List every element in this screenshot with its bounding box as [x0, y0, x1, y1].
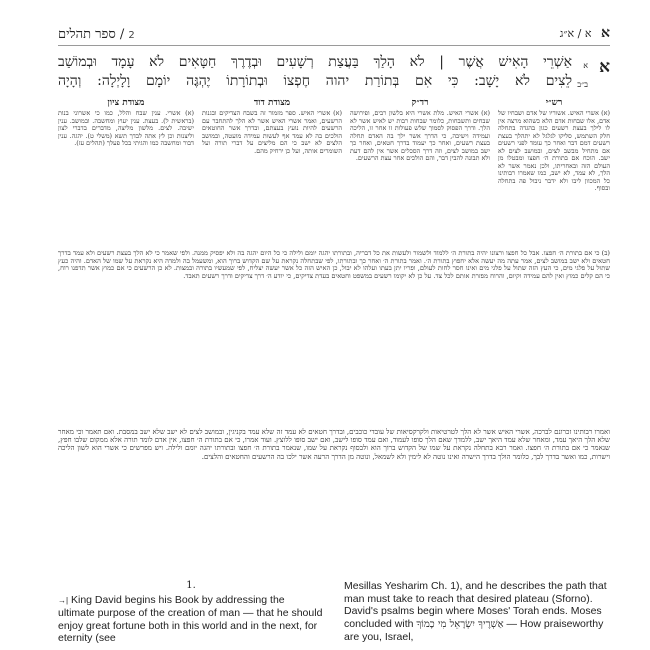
chapter-letter: א — [601, 25, 610, 41]
verse-text-line: אַשְׁרֵי הָאִישׁ אֲשֶׁר | לֹא הָלַךְ בַּעֲצַת רְשָׁעִים וּבְדֶרֶךְ חַטָּאִים לֹא עָמָד וּבְמוֹשַׁב — [58, 54, 572, 70]
verse-number: א — [599, 57, 610, 77]
hebrew-quote: אַשְׁרֶיךָ יִשְׂרָאֵל מִי כָמוֹךָ — [416, 618, 504, 630]
english-paragraph — [344, 580, 610, 644]
book-title: ספר תהלים — [58, 27, 116, 42]
column-body: (א) אשרי האיש. ספר מזמור זה בשבח הצדיקים ובגנות הרשעים, ואמר אשרי האיש אשר לא הלך להתחבר עם הרשעים להיות נועץ בעצתם, ובדרך אשר החוטאים הולכים בה לא עמד אף לעשות עמידה מועטה, ובמושב הלצים לא ישב כי הם מליצים על דברי תורה ועל השומרים אותה, ועל כן ירחיק מהם. — [202, 109, 342, 155]
verse-block — [58, 53, 610, 91]
verse-margin-note: ב״ב — [577, 80, 588, 89]
verse-text-line: לֵצִים לֹא יָשָׁב: כִּי אִם בְּתוֹרַת יהוה חֶפְצוֹ וּבְתוֹרָתוֹ יֶהְגֶּה יוֹמָם וָלָיְלָה: וְהָיָה — [58, 73, 572, 89]
english-commentary — [58, 580, 610, 644]
note-number: 1. — [186, 580, 196, 591]
running-title: 2 / ספר תהלים — [58, 27, 135, 42]
chapter-verse-ref: א / א״ג — [559, 27, 592, 40]
page-number: 2 — [128, 30, 135, 41]
column-body: (א) אשרי האיש. אשוריו של אדם ושבחיו של אדם, אלו שבחות אדם הלא כשהוא מרצה אין לו לילך בעצת רשעים כגון בהגדה בתחלה חלק השתמש, סליקו לגלגל לא יתהלך בעצת רשעים דמם דבר ואחר כך עומד לפני רשעים אם מתחיל מבשב לצים, ובמושב לצים לא ישב. הוכח אם בתורת ה׳ חפצו ומבטלו מן העולם הזה ובאחריתו, ולכן נאמר אשר לא הלך, לא עמד, לא ישב, כמו שאמרו רבותינו כל המכוון ליבו ולא ידבר ניבול פה בתחלה ובסוף. — [498, 109, 610, 192]
english-text: Mesillas Yesharim Ch. 1), and he describes the path that man must take to reach that desired plateau (Sforno). David's psalms begin where Moses' Torah ends. Moses concluded with — [344, 580, 607, 630]
column-title: רש״י — [545, 98, 563, 108]
verse-margin-note: א — [583, 61, 588, 70]
metzudas-david-column — [202, 97, 342, 247]
arrow-icon: →| — [58, 595, 69, 605]
lower-commentary: (ב) כי אם בתורת ה׳ חפצו. אבל כל חפצו ורצונו יהיה בתורת ה׳ ללמוד ולשמור ולעשות את כל דבריה, ובתורתו יהגה יומם ולילה כי כל היום יהגה בה ולא יפסיק ממנה. ולפי שאמר כי לא הלך בעצת רשעים ולא עמד בדרך חטאים ולא ישב במושב לצים, אמר עתה מה יעשה אלא יחפוץ בתורת ה׳. ואמר בתורת ה׳ ואחר כך ובתורתו, לפי שבתחלה נקראת על שם הקדוש ברוך הוא, ומשעמל בה ולמדה היא נקראת על שמו של האדם. והיה כעץ שתול על פלגי מים, כי העץ הזה שתול על פלגי מים ואינו חסר לחות לעולם, ופריו יתן בעתו ועלהו לא יבול, כן האיש הזה כל אשר יעשה יצליח, לפי שמעשיו בתורה ובמצות. לא כן הרשעים כי אם כמוץ אשר תדפנו רוח, כי הם קלים כמוץ ואין להם עמידה וקיום, והרוח מפזרת אותם לכל צד. על כן לא יקומו רשעים במשפט וחטאים בעדת צדיקים, כי יודע ה׳ דרך צדיקים ודרך רשעים תאבד. — [58, 250, 610, 280]
column-title: מצודת דוד — [253, 98, 291, 108]
metzudas-zion-column — [58, 97, 194, 247]
column-title: מצודת ציון — [107, 98, 145, 108]
page-header — [58, 24, 610, 46]
english-paragraph — [58, 594, 324, 645]
english-text: — How praiseworthy are you, Israel, — [344, 617, 604, 643]
radak-column — [350, 97, 490, 247]
column-body: (א) אשרי. ענין שבח והלל, כמו כי אשרוני בנות (בראשית ל). בעצת. ענין יעוץ ומחשבה. ובמושב. ענין ישיבה. לצים. מלשון מליצה, מדברים בדברי לצון וליצנות וכן לץ אתה לבדך תשא (משלי ט). יהגה. ענין דבור ומחשבה כמו והגיתי בכל פעלך (תהלים עז). — [58, 109, 194, 147]
rashi-column — [498, 97, 610, 247]
column-body: (א) אשרי האיש. מלת אשרי היא בלשון רבים, ופירושה שבחים ותשבחות, כלומר שבחות רבות יש לאיש אשר לא הלך. ודרך הפסוק לסמוך שלש פעולות זו אחר זו, הליכה ועמידה וישיבה, כי הדרך אשר ילך בה האדם תחלה בעצת רשעים, ואחר כך יעמוד בדרך חטאים, ואחר כך ישב במושב לצים, וזה דרך הסכלים אשר אין להם דעת ולא תבונה להבין דבר, והם הולכים אחר עצת הרשעים. — [350, 109, 490, 162]
english-text: King David begins his Book by addressing the ultimate purpose of the creation of man — that he should enjoy great fortune both in this world and in the next, for eternity (see — [58, 593, 323, 644]
english-column-left — [58, 580, 324, 645]
english-column-right — [344, 580, 610, 644]
column-title: רד״ק — [411, 98, 429, 108]
commentary-columns — [58, 97, 610, 247]
lower-wide-commentary: ואמרו רבותינו זכרונם לברכה, אשרי האיש אשר לא הלך לטרטיאות ולקרקסיאות של עובדי כוכבים, ובדרך חטאים לא עמד זה שלא עמד בקניגין, ובמושב לצים לא ישב שלא ישב במסבת. ואם תאמר וכי מאחר שלא הלך היאך עמד, ומאחר שלא עמד היאך ישב, ללמדך שאם הלך סופו לעמוד, ואם עמד סופו לישב, ואם ישב סופו ללוצץ. ועוד אמרו, כי אם בתורת ה׳ חפצו, אין אדם לומד תורה אלא ממקום שלבו חפץ, שנאמר כי אם בתורת ה׳ חפצו. ואמר רבא בתחלה נקראת על שמו של הקדוש ברוך הוא ולבסוף נקראת על שמו, שנאמר בתורת ה׳ חפצו ובתורתו יהגה יומם ולילה. ויש מפרשים כי אשרי הוא לשון הליכה וישרות, כמו ואשר בדרך לבך, כלומר הולך בדרך הישרה ואינו נוטה לא לימין ולא לשמאל, ונוטה מן הדרך הרעה אשר ילכו בה הרשעים והחטאים והלצים. — [58, 428, 610, 461]
chapter-header — [560, 25, 610, 42]
